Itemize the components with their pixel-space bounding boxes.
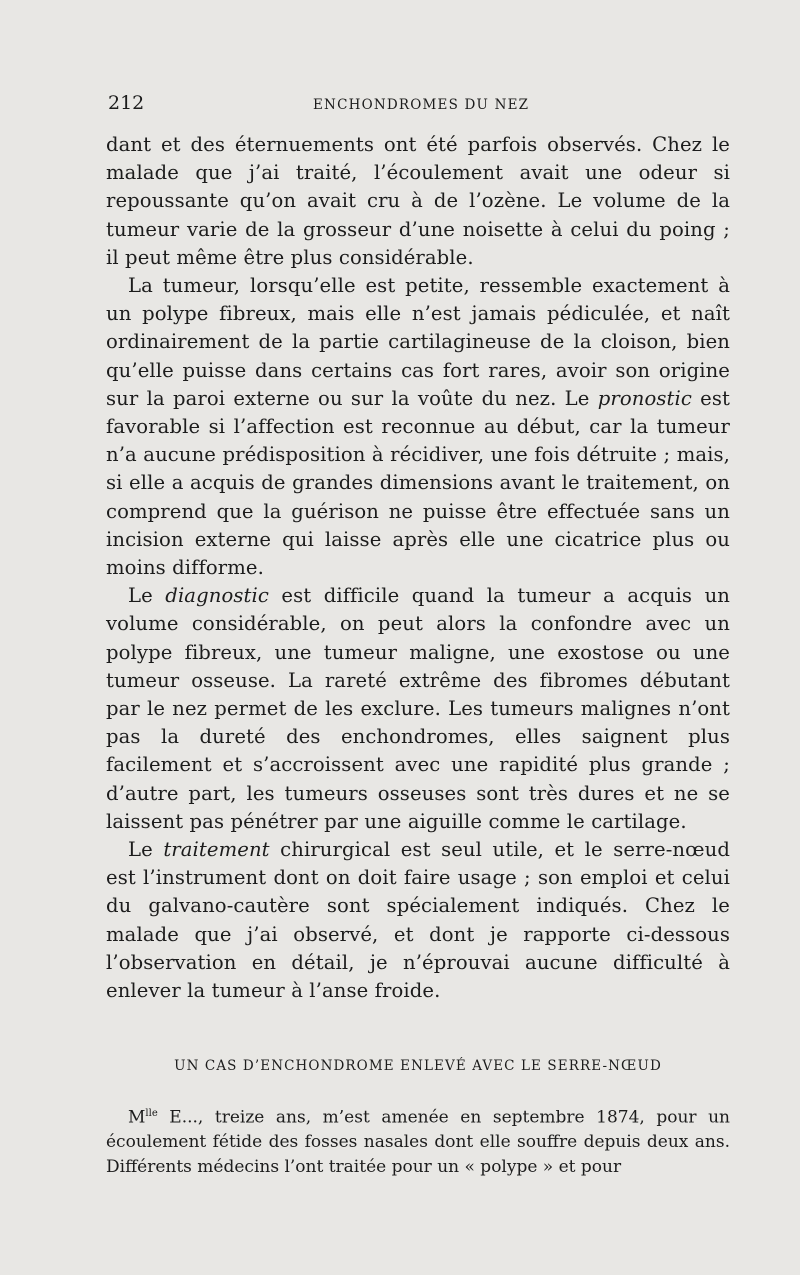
paragraph-1: dant et des éternuements ont été parfois observés. Chez le malade que j’ai traité, l’écoulement avait une odeur si repoussante qu’on avait cru à de l’ozène. Le volume de la tumeur varie de la grosseur d’une noisette à celui du poing ; il peut même être plus considérable.: [106, 133, 730, 269]
page-number: 212: [108, 92, 145, 114]
observation-abbr-sup: lle: [145, 1108, 158, 1119]
term-pronostic: pronostic: [597, 386, 692, 410]
paragraph-4: [106, 836, 730, 1005]
paragraph-3-part-b: est difficile quand la tumeur a acquis un volume considérable, on peut alors la confondre avec un polype fibreux, une tumeur maligne, une exostose ou une tumeur osseuse. La rareté extrême des fibromes débutant par le nez permet de les exclure. Les tumeurs malignes n’ont pas la dureté des enchondromes, elles saignent plus facilement et s’accroissent avec une rapidité plus grande ; d’autre part, les tumeurs osseuses sont très dures et ne se laissent pas pénétrer par une aiguille comme le cartilage.: [106, 584, 731, 833]
observation-paragraph: [106, 1102, 730, 1179]
paragraph-2-part-a: La tumeur, lorsqu’elle est petite, ressemble exactement à un polype fibreux, mais elle n’est jamais pédiculée, et naît ordinairement de la partie cartilagineuse de la cloison, bien qu’elle puisse dans certains cas fort rares, avoir son origine sur la paroi externe ou sur la voûte du nez. Le: [106, 274, 730, 410]
body-text: [106, 131, 730, 1005]
paragraph-3-part-a: Le: [128, 584, 166, 608]
page-header: [108, 92, 732, 116]
paragraph-2: [106, 272, 730, 582]
paragraph-4-part-b: chirurgical est seul utile, et le serre-nœud est l’instrument dont on doit faire usage ; son emploi et celui du galvano-cautère sont spécialement indiqués. Chez le malade que j’ai observé, et dont je rapporte ci-dessous l’observation en détail, je n’éprouvai aucune difficulté à enlever la tumeur à l’anse froide.: [106, 838, 730, 1003]
observation-text: E..., treize ans, m’est amenée en septembre 1874, pour un écoulement fétide des fosses nasales dont elle souffre depuis deux ans. Différents médecins l’ont traitée pour un « polype » et pour: [106, 1107, 730, 1177]
section-title: UN CAS D’ENCHONDROME ENLEVÉ AVEC LE SERRE-NŒUD: [174, 1058, 662, 1074]
paragraph-3: [106, 582, 730, 836]
running-head: ENCHONDROMES DU NEZ: [313, 97, 530, 113]
paragraph-4-part-a: Le: [128, 838, 164, 862]
term-diagnostic: diagnostic: [165, 584, 269, 608]
paragraph-2-part-b: est favorable si l’affection est reconnue au début, car la tumeur n’a aucune prédisposition à récidiver, une fois détruite ; mais, si elle a acquis de grandes dimensions avant le traitement, on comprend que la guérison ne puisse être effectuée sans un incision externe qui laisse après elle une cicatrice plus ou moins difforme.: [106, 386, 730, 580]
term-traitement: traitement: [163, 838, 270, 862]
observation-abbr: M: [128, 1107, 146, 1128]
